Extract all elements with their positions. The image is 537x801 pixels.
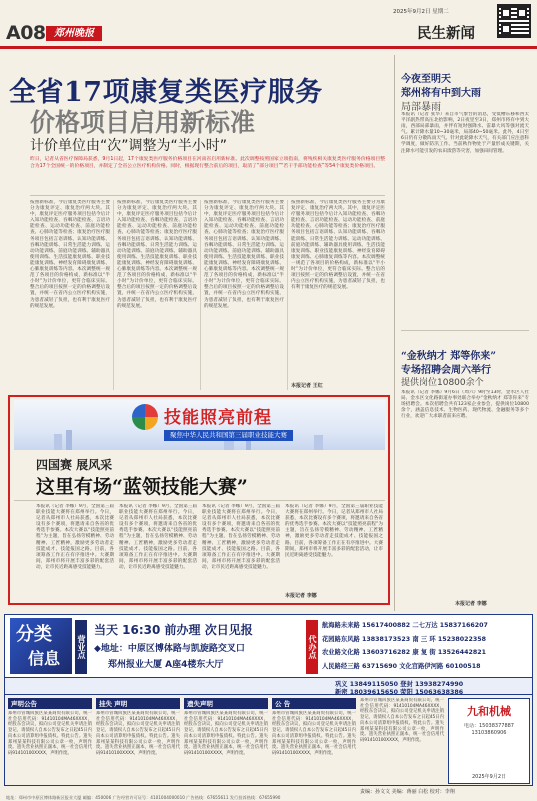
editor-credits: 责编：孙文文 美编：蒋丽 白松 校对：李翔 [360,789,455,795]
phone-row: 巩义 13849115050 登封 13938274990 [335,681,464,688]
ad-big-title: 技能照亮前程 [164,408,272,428]
tag-agent: 代办点 [306,620,318,674]
contest-body-col-3: 本报讯（记者 李娜）9月，全国第三届职业技能大赛将在郑州举行。今日，记者从郑州市人社局获悉，本次比赛设有多个赛项，将邀请来自各省的优秀选手参赛。本次大赛以“技能照亮前程”为主题，旨在弘扬劳模精神、劳动精神、工匠精神，激励更多劳动者走技能成才、技能报国之路。目前，各项筹备工作正在有序推进中。大赛期间，郑州市将开展丰富多彩的配套活动，让市民近距离感受技能魅力。 [202,504,280,570]
agent-row: 农业路文化路 13603716282 康 复 街 13526442821 [322,649,487,656]
address: ◆地址：中原区博体路与凯旋路交叉口 [94,644,245,654]
notice-text: 郑州市管城回族区某某商贸有限公司，统一社会信用代码：91410104MA46XXXX，经股东会决议，拟向公司登记机关申请注销登记，请债权人自本公告发布之日起45日内向本公司清算组申报债权。特此公告。遗失郑州某某科技有限公司公章一枚，声明作废。遗失营业执照正副本，统一社会信用代码91410100XXXX，声明作废。 [184,711,268,756]
masthead-rule [0,46,537,49]
lead-author: 本报记者 王红 [291,383,323,389]
notice-col-3 [184,698,268,784]
notice-col-5 [360,698,444,784]
footer-ad-body: 电话：15038377887 13103860906 [464,723,514,736]
ad-subtitle: 聚焦中华人民共和国第三届职业技能大赛 [164,430,293,441]
contest-body-col-1: 本报讯（记者 李娜）9月，全国第三届职业技能大赛将在郑州举行。今日，记者从郑州市人社局获悉，本次比赛设有多个赛项，将邀请来自各省的优秀选手参赛。本次大赛以“技能照亮前程”为主题，旨在弘扬劳模精神、劳动精神、工匠精神，激励更多劳动者走技能成才、技能报国之路。目前，各项筹备工作正在有序推进中。大赛期间，郑州市将开展丰富多彩的配套活动，让市民近距离感受技能魅力。 [36,504,114,570]
notice-text: 郑州市管城回族区某某商贸有限公司，统一社会信用代码：91410104MA46XXXX，经股东会决议，拟向公司登记机关申请注销登记，请债权人自本公告发布之日起45日内向本公司清算组申报债权。特此公告。遗失郑州某某科技有限公司公章一枚，声明作废。遗失营业执照正副本，统一社会信用代码91410100XXXX，声明作废。 [272,711,356,756]
footer-ad-title: 九和机械 [467,705,511,718]
jobs-head-1: “金秋纳才 郑等你来” [401,351,496,362]
lead-headline-1: 全省17项康复类医疗服务 [9,77,323,108]
lead-body-col-4: 按照新标准，今后康复类医疗服务主要分为康复评定、康复治疗两大块。其中，康复评定医疗服务项目包括今后计入知功能检查、吞咽功能检查、言语功能检查、运动功能检查、前庭功能检查、心肺功能等检查；康复治疗医疗服务项目包括言语训练、认知功能训练、吞咽功能训练、日常生活能力训练、运动功能训练、前庭功能训练、辅助器具使用训练、生活技能康复训练、职业技能康复训练、神经发育障碍康复训练、心肺康复训练等内容。本次调整统一规范了各项目的价格构成，新标准以“半小时”为计价单位，更符合临床实际。整合后的项目按照一定的价格调整后设置，并统一在省内公立医疗机构实施，为患者减轻了负担，也有利于康复医疗的规范发展。 [291,200,385,291]
notice-header: 公 告 [272,698,356,709]
jobs-head-3: 提供岗位10800余个 [401,378,484,388]
notice-text: 郑州市管城回族区某某商贸有限公司，统一社会信用代码：91410104MA46XXXX，经股东会决议，拟向公司登记机关申请注销登记，请债权人自本公告发布之日起45日内向本公司清算组申报债权。特此公告。遗失郑州某某科技有限公司公章一枚，声明作废。遗失营业执照正副本，统一社会信用代码91410100XXXX，声明作废。 [8,711,92,756]
qr-code [497,4,531,38]
notice-header: 声明公告 [8,698,92,709]
tag-business: 营业点 [75,620,87,674]
weather-head-3: 局部暴雨 [401,102,441,113]
lead-body-col-3: 按照新标准，今后康复类医疗服务主要分为康复评定、康复治疗两大块。其中，康复评定医疗服务项目包括今后计入知功能检查、吞咽功能检查、言语功能检查、运动功能检查、前庭功能检查、心肺功能等检查；康复治疗医疗服务项目包括言语训练、认知功能训练、吞咽功能训练、日常生活能力训练、运动功能训练、前庭功能训练、辅助器具使用训练、生活技能康复训练、职业技能康复训练、神经发育障碍康复训练、心肺康复训练等内容。本次调整统一规范了各项目的价格构成，新标准以“半小时”为计价单位，更符合临床实际。整合后的项目按照一定的价格调整后设置，并统一在省内公立医疗机构实施，为患者减轻了负担，也有利于康复医疗的规范发展。 [204,200,284,309]
lead-intro: 昨日，记者从省医疗保障局获悉，9月1日起，17个康复类医疗服务价格项目在河南省启用新标准。此次调整按照国家立项指南，将残疾相关康复类医疗服务价格项目整合为17个全国统一的价格项目，并制定了全省公立医疗机构价格。同时，根据现行整合前后的项目，取消了“部分项目”“若干手部功能检查”等54个康复类价格项目。 [30,157,385,169]
lead-headline-2: 价格项目启用新标准 [30,108,256,137]
notice-col-4 [272,698,356,784]
weather-body: 本报讯（记者 张华）来自市气象台的消息，受低槽东移和西太平洋副热带高压北抬影响，2日夜里至3日，郑州市将有中到大雨，西部局部暴雨，并伴有短时强降水、雷暴大风等强对流天气。累计降水量10~30毫米，局部40~50毫米。此外，4日至6日仍有分散阵雨天气。针对此轮降水天气，有关部门应注意科学调度，做好防汛工作。当前秋作物处于产量形成关键期，关注降水可能引发的农田渍涝等灾害，加强田间管理。 [401,112,529,154]
contest-author: 本报记者 李娜 [285,593,317,599]
jobs-head-2: 专场招聘会周六举行 [401,365,491,376]
phone-bar [5,677,532,695]
weather-head-2: 郑州将有中到大雨 [401,88,481,99]
paper-logo: 郑州晚报 [46,26,102,41]
agent-row: 花园路东风路 13838173523 南 三 环 15238022358 [322,635,487,643]
agent-row: 人民路经三路 63715690 文化宫路伊河路 60100518 [322,662,481,670]
notice-header: 遗失声明 [184,698,268,709]
lead-body-col-1: 按照新标准，今后康复类医疗服务主要分为康复评定、康复治疗两大块。其中，康复评定医疗服务项目包括今后计入知功能检查、吞咽功能检查、言语功能检查、运动功能检查、前庭功能检查、心肺功能等检查；康复治疗医疗服务项目包括言语训练、认知功能训练、吞咽功能训练、日常生活能力训练、运动功能训练、前庭功能训练、辅助器具使用训练、生活技能康复训练、职业技能康复训练、神经发育障碍康复训练、心肺康复训练等内容。本次调整统一规范了各项目的价格构成，新标准以“半小时”为计价单位，更符合临床实际。整合后的项目按照一定的价格调整后设置，并统一在省内公立医疗机构实施，为患者减轻了负担，也有利于康复医疗的规范发展。 [30,200,110,309]
agent-row: 航海路未来路 15617400882 二七万达 15837166207 [322,622,488,629]
notice-text: 郑州市管城回族区某某商贸有限公司，统一社会信用代码：91410104MA46XXXX，经股东会决议，拟向公司登记机关申请注销登记，请债权人自本公告发布之日起45日内向本公司清算组申报债权。特此公告。遗失郑州某某科技有限公司公章一枚，声明作废。遗失营业执照正副本，统一社会信用代码91410100XXXX，声明作废。 [360,698,444,743]
section-title: 民生新闻 [417,26,475,42]
footer-line: 地址：郑州市中原区博体路新区报业大厦 邮编：450006 广告经营许可证号：4101004000010 广告热线：67655611 发行投诉热线：67655990 [6,795,281,800]
page-code: A08 [6,22,46,44]
masthead [0,0,537,46]
contest-headline: 这里有场“蓝领技能大赛” [36,476,248,498]
date-line: 2025年9月2日 星期二 [393,9,449,15]
lead-subheadline: 计价单位由“次”调整为“半小时” [30,138,228,154]
lead-divider [30,195,385,196]
notice-col-2 [96,698,180,784]
right-column-divider [394,55,395,611]
classifieds-logo [10,618,72,674]
notice-text: 郑州市管城回族区某某商贸有限公司，统一社会信用代码：91410104MA46XXXX，经股东会决议，拟向公司登记机关申请注销登记，请债权人自本公告发布之日起45日内向本公司清算组申报债权。特此公告。遗失郑州某某科技有限公司公章一枚，声明作废。遗失营业执照正副本，统一社会信用代码91410100XXXX，声明作废。 [96,711,180,756]
contest-kicker: 四国赛 展风采 [36,458,113,472]
lead-body-col-2: 按照新标准，今后康复类医疗服务主要分为康复评定、康复治疗两大块。其中，康复评定医疗服务项目包括今后计入知功能检查、吞咽功能检查、言语功能检查、运动功能检查、前庭功能检查、心肺功能等检查；康复治疗医疗服务项目包括言语训练、认知功能训练、吞咽功能训练、日常生活能力训练、运动功能训练、前庭功能训练、辅助器具使用训练、生活技能康复训练、职业技能康复训练、神经发育障碍康复训练、心肺康复训练等内容。本次调整统一规范了各项目的价格构成，新标准以“半小时”为计价单位，更符合临床实际。整合后的项目按照一定的价格调整后设置，并统一在省内公立医疗机构实施，为患者减轻了负担，也有利于康复医疗的规范发展。 [117,200,197,309]
deadline: 当天 16:30 前办理 次日见报 [94,623,253,637]
notice-header: 挂失 声明 [96,698,180,709]
classifieds-logo-bottom: 信息 [28,649,61,668]
contest-body-col-4: 本报讯（记者 李娜）9月，全国第三届职业技能大赛将在郑州举行。今日，记者从郑州市人社局获悉，本次比赛设有多个赛项，将邀请来自各省的优秀选手参赛。本次大赛以“技能照亮前程”为主题，旨在弘扬劳模精神、劳动精神、工匠精神，激励更多劳动者走技能成才、技能报国之路。目前，各项筹备工作正在有序推进中。大赛期间，郑州市将开展丰富多彩的配套活动，让市民近距离感受技能魅力。 [285,504,383,558]
agent-list [322,620,530,674]
phone-row: 新密 18039615650 荥阳 15063638386 [335,689,464,696]
contest-body-col-2: 本报讯（记者 李娜）9月，全国第三届职业技能大赛将在郑州举行。今日，记者从郑州市人社局获悉，本次比赛设有多个赛项，将邀请来自各省的优秀选手参赛。本次大赛以“技能照亮前程”为主题，旨在弘扬劳模精神、劳动精神、工匠精神，激励更多劳动者走技能成才、技能报国之路。目前，各项筹备工作正在有序推进中。大赛期间，郑州市将开展丰富多彩的配套活动，让市民近距离感受技能魅力。 [119,504,197,570]
notice-col-1 [8,698,92,784]
emblem-icon [132,404,158,430]
jobs-body: 本报讯（记者 李娜）9月6日（周六）9时至13时，金水区人社局、金水区文化路街道办事处联合举办“金秋纳才 郑等你来”专场招聘会。本次招聘会共有123家企业参会，提供岗位10800余个，涵盖信息技术、生物医药、现代物流、金融服务等多个行业，欢迎广大求职者前来应聘。 [401,390,529,420]
jobs-author: 本报记者 李娜 [455,601,487,607]
address-2: 郑州报业大厦 A座4楼东大厅 [108,660,224,670]
weather-head-1: 今夜至明天 [401,74,451,85]
footer-ad-date: 2025年9月2日 [471,774,507,780]
footer-ad [448,698,530,784]
ad-banner [14,400,385,450]
classifieds-logo-top: 分类 [16,624,52,645]
